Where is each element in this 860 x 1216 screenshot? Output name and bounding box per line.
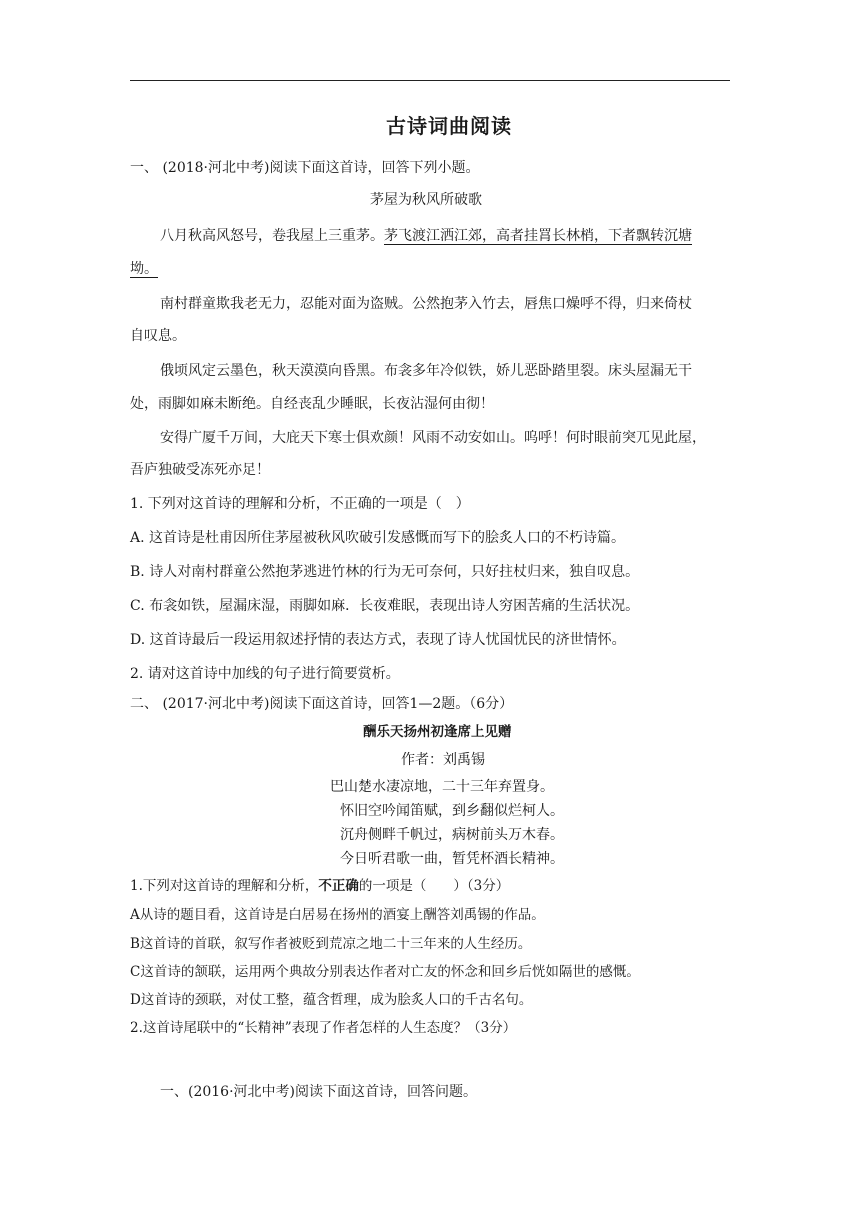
poem-line-4: 今日听君歌一曲，暂凭杯酒长精神。	[340, 851, 564, 867]
section2-question-2: 2.这首诗尾联中的“长精神”表现了作者怎样的人生态度？（3分）	[130, 1020, 517, 1036]
poem-line-2: 怀旧空吟闻笛赋，到乡翻似烂柯人。	[340, 803, 564, 819]
section2-question-1-pre: 1.下列对这首诗的理解和分析，	[130, 878, 319, 894]
section2-poem-title: 酬乐天扬州初逢席上见赠	[363, 724, 512, 740]
underlined-sentence: 茅飞渡江洒江郊，高者挂罥长林梢，下者飘转沉塘	[384, 228, 692, 244]
section1-poem-title: 茅屋为秋风所破歌	[370, 192, 482, 208]
poem-paragraph-1	[160, 226, 692, 246]
question-1: 1. 下列对这首诗的理解和分析，不正确的一项是（ ）	[130, 496, 470, 512]
section1-heading: 一、 (2018·河北中考)阅读下面这首诗，回答下列小题。	[130, 160, 480, 176]
option-a: A. 这首诗是杜甫因所住茅屋被秋风吹破引发感慨而写下的脍炙人口的不朽诗篇。	[130, 530, 626, 546]
section2-question-1-post: 的一项是（ ）（3分）	[358, 878, 510, 894]
poem-paragraph-1-plain: 八月秋高风怒号，卷我屋上三重茅。	[160, 228, 384, 244]
option-d: D. 这首诗最后一段运用叙述抒情的表达方式，表现了诗人忧国忧民的济世情怀。	[130, 632, 626, 648]
page-title: 古诗词曲阅读	[386, 114, 512, 138]
section2-heading: 二、 (2017·河北中考)阅读下面这首诗，回答1—2题。（6分）	[130, 696, 514, 712]
section2-question-1	[130, 876, 509, 896]
section2-option-d: D这首诗的颈联，对仗工整，蕴含哲理，成为脍炙人口的千古名句。	[130, 992, 533, 1008]
section2-option-b: B这首诗的首联，叙写作者被贬到荒凉之地二十三年来的人生经历。	[130, 936, 532, 952]
question-2: 2. 请对这首诗中加线的句子进行简要赏析。	[130, 666, 400, 682]
option-c: C. 布衾如铁，屋漏床湿，雨脚如麻．长夜难眠，表现出诗人穷困苦痛的生活状况。	[130, 598, 640, 614]
header-rule	[130, 80, 730, 81]
option-b: B. 诗人对南村群童公然抱茅逃进竹林的行为无可奈何，只好拄杖归来，独自叹息。	[130, 564, 640, 580]
poem-line-3: 沉舟侧畔千帆过，病树前头万木春。	[340, 827, 564, 843]
section3-heading: 一、(2016·河北中考)阅读下面这首诗，回答问题。	[160, 1084, 478, 1100]
underlined-sentence-end: 坳。	[130, 261, 158, 277]
poem-paragraph-3: 俄顷风定云墨色，秋天漠漠向昏黑。布衾多年冷似铁，娇儿恶卧踏里裂。床头屋漏无干	[160, 363, 692, 379]
poem-paragraph-4: 安得广厦千万间，大庇天下寒士俱欢颜！风雨不动安如山。呜呼！何时眼前突兀见此屋，	[160, 430, 706, 446]
poem-paragraph-4-cont: 吾庐独破受冻死亦足！	[130, 462, 270, 478]
poem-paragraph-2-cont: 自叹息。	[130, 328, 186, 344]
section2-option-a: A从诗的题目看，这首诗是白居易在扬州的酒宴上酬答刘禹锡的作品。	[130, 907, 545, 923]
section2-option-c: C这首诗的颔联，运用两个典故分别表达作者对亡友的怀念和回乡后恍如隔世的感慨。	[130, 964, 640, 980]
poem-paragraph-3-cont: 处，雨脚如麻未断绝。自经丧乱少睡眠，长夜沾湿何由彻！	[130, 396, 494, 412]
poem-author: 作者：刘禹锡	[401, 752, 485, 768]
poem-paragraph-2: 南村群童欺我老无力，忍能对面为盗贼。公然抱茅入竹去，唇焦口燥呼不得，归来倚杖	[160, 296, 692, 312]
emphasis-not-correct: 不正确	[318, 878, 359, 894]
poem-line-1: 巴山楚水凄凉地，二十三年弃置身。	[330, 779, 554, 795]
